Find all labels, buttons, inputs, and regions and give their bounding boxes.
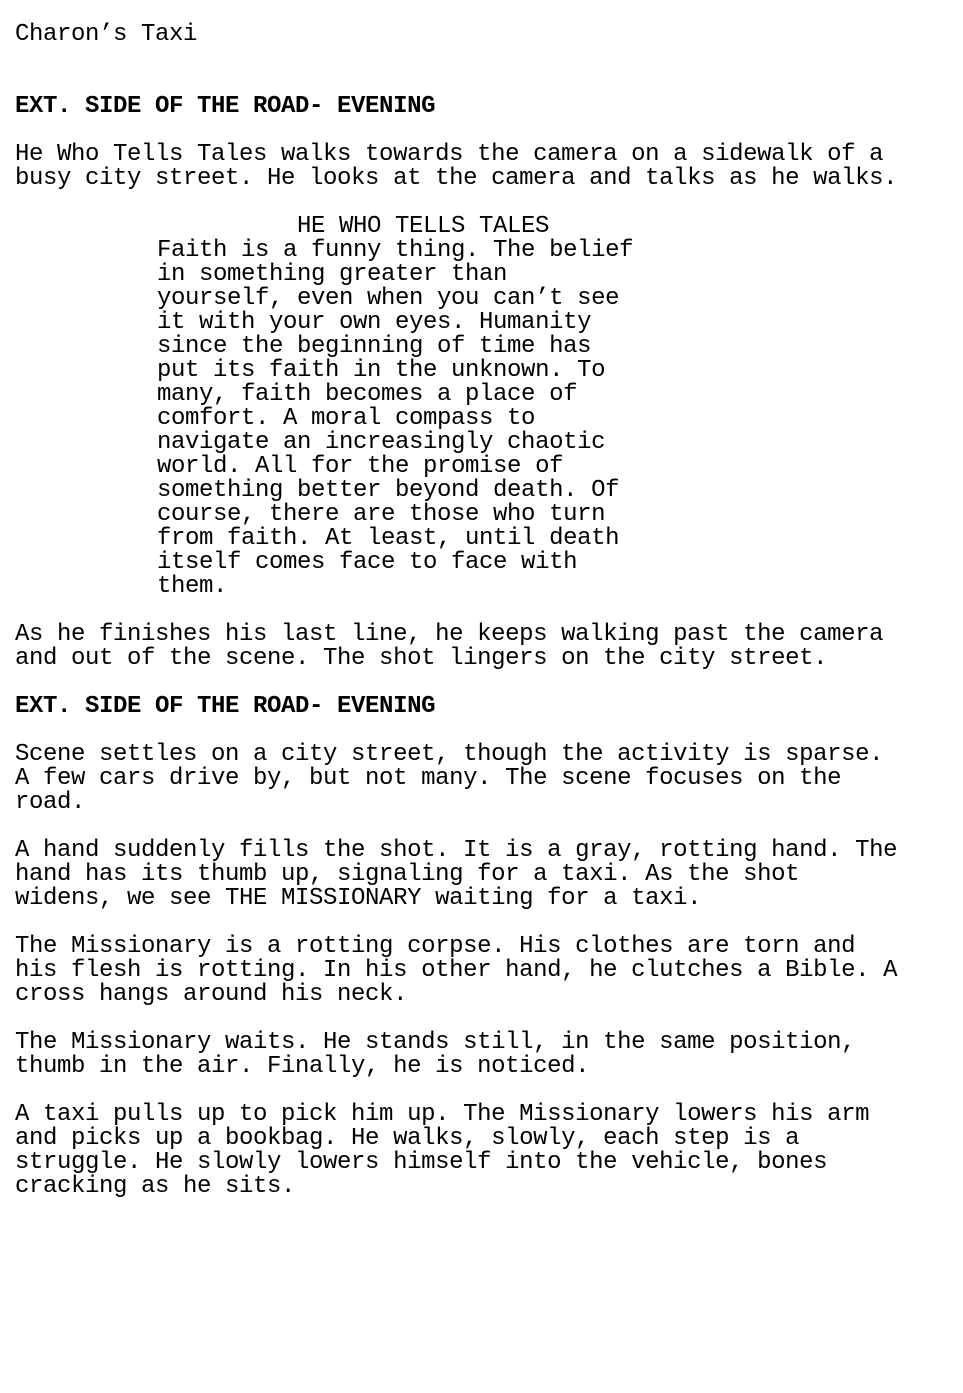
action-line: hand has its thumb up, signaling for a taxi. As the shot <box>15 861 800 888</box>
dialogue-line: in something greater than <box>157 261 508 288</box>
action-line: As he finishes his last line, he keeps walking past the camera <box>15 621 884 648</box>
dialogue-line: yourself, even when you can’t see <box>157 285 620 312</box>
dialogue-block <box>157 215 955 599</box>
action-line: busy city street. He looks at the camera and talks as he walks. <box>15 165 898 192</box>
action-paragraph <box>15 623 955 671</box>
character-name: HE WHO TELLS TALES <box>297 213 550 240</box>
action-line: his flesh is rotting. In his other hand, he clutches a Bible. A <box>15 957 898 984</box>
dialogue-line: them. <box>157 573 228 600</box>
dialogue-line: something better beyond death. Of <box>157 477 620 504</box>
action-line: A taxi pulls up to pick him up. The Missionary lowers his arm <box>15 1101 870 1128</box>
action-line: The Missionary is a rotting corpse. His clothes are torn and <box>15 933 856 960</box>
action-paragraph <box>15 1031 955 1079</box>
script-page <box>15 23 955 1223</box>
action-line: and picks up a bookbag. He walks, slowly, each step is a <box>15 1125 800 1152</box>
scene-heading: EXT. SIDE OF THE ROAD- EVENING <box>15 93 436 120</box>
action-line: road. <box>15 789 86 816</box>
dialogue-line: comfort. A moral compass to <box>157 405 536 432</box>
dialogue-line: it with your own eyes. Humanity <box>157 309 592 336</box>
action-line: A hand suddenly fills the shot. It is a gray, rotting hand. The <box>15 837 898 864</box>
action-paragraph <box>15 1103 955 1199</box>
dialogue-line: put its faith in the unknown. To <box>157 357 606 384</box>
action-line: cracking as he sits. <box>15 1173 296 1200</box>
dialogue-line: itself comes face to face with <box>157 549 578 576</box>
action-line: cross hangs around his neck. <box>15 981 408 1008</box>
script-title: Charon’s Taxi <box>15 21 198 48</box>
action-line: Scene settles on a city street, though the activity is sparse. <box>15 741 884 768</box>
action-line: thumb in the air. Finally, he is noticed. <box>15 1053 590 1080</box>
dialogue-line: from faith. At least, until death <box>157 525 620 552</box>
action-line: struggle. He slowly lowers himself into the vehicle, bones <box>15 1149 828 1176</box>
action-line: A few cars drive by, but not many. The scene focuses on the <box>15 765 842 792</box>
action-paragraph <box>15 935 955 1007</box>
dialogue-line: since the beginning of time has <box>157 333 592 360</box>
scene-heading: EXT. SIDE OF THE ROAD- EVENING <box>15 693 436 720</box>
action-paragraph <box>15 143 955 191</box>
action-paragraph <box>15 839 955 911</box>
dialogue-line: Faith is a funny thing. The belief <box>157 237 634 264</box>
action-line: widens, we see THE MISSIONARY waiting for a taxi. <box>15 885 702 912</box>
action-paragraph <box>15 743 955 815</box>
dialogue-line: course, there are those who turn <box>157 501 606 528</box>
dialogue-line: world. All for the promise of <box>157 453 564 480</box>
dialogue-line: navigate an increasingly chaotic <box>157 429 606 456</box>
dialogue-line: many, faith becomes a place of <box>157 381 578 408</box>
action-line: and out of the scene. The shot lingers on the city street. <box>15 645 828 672</box>
action-line: He Who Tells Tales walks towards the camera on a sidewalk of a <box>15 141 884 168</box>
action-line: The Missionary waits. He stands still, in the same position, <box>15 1029 856 1056</box>
